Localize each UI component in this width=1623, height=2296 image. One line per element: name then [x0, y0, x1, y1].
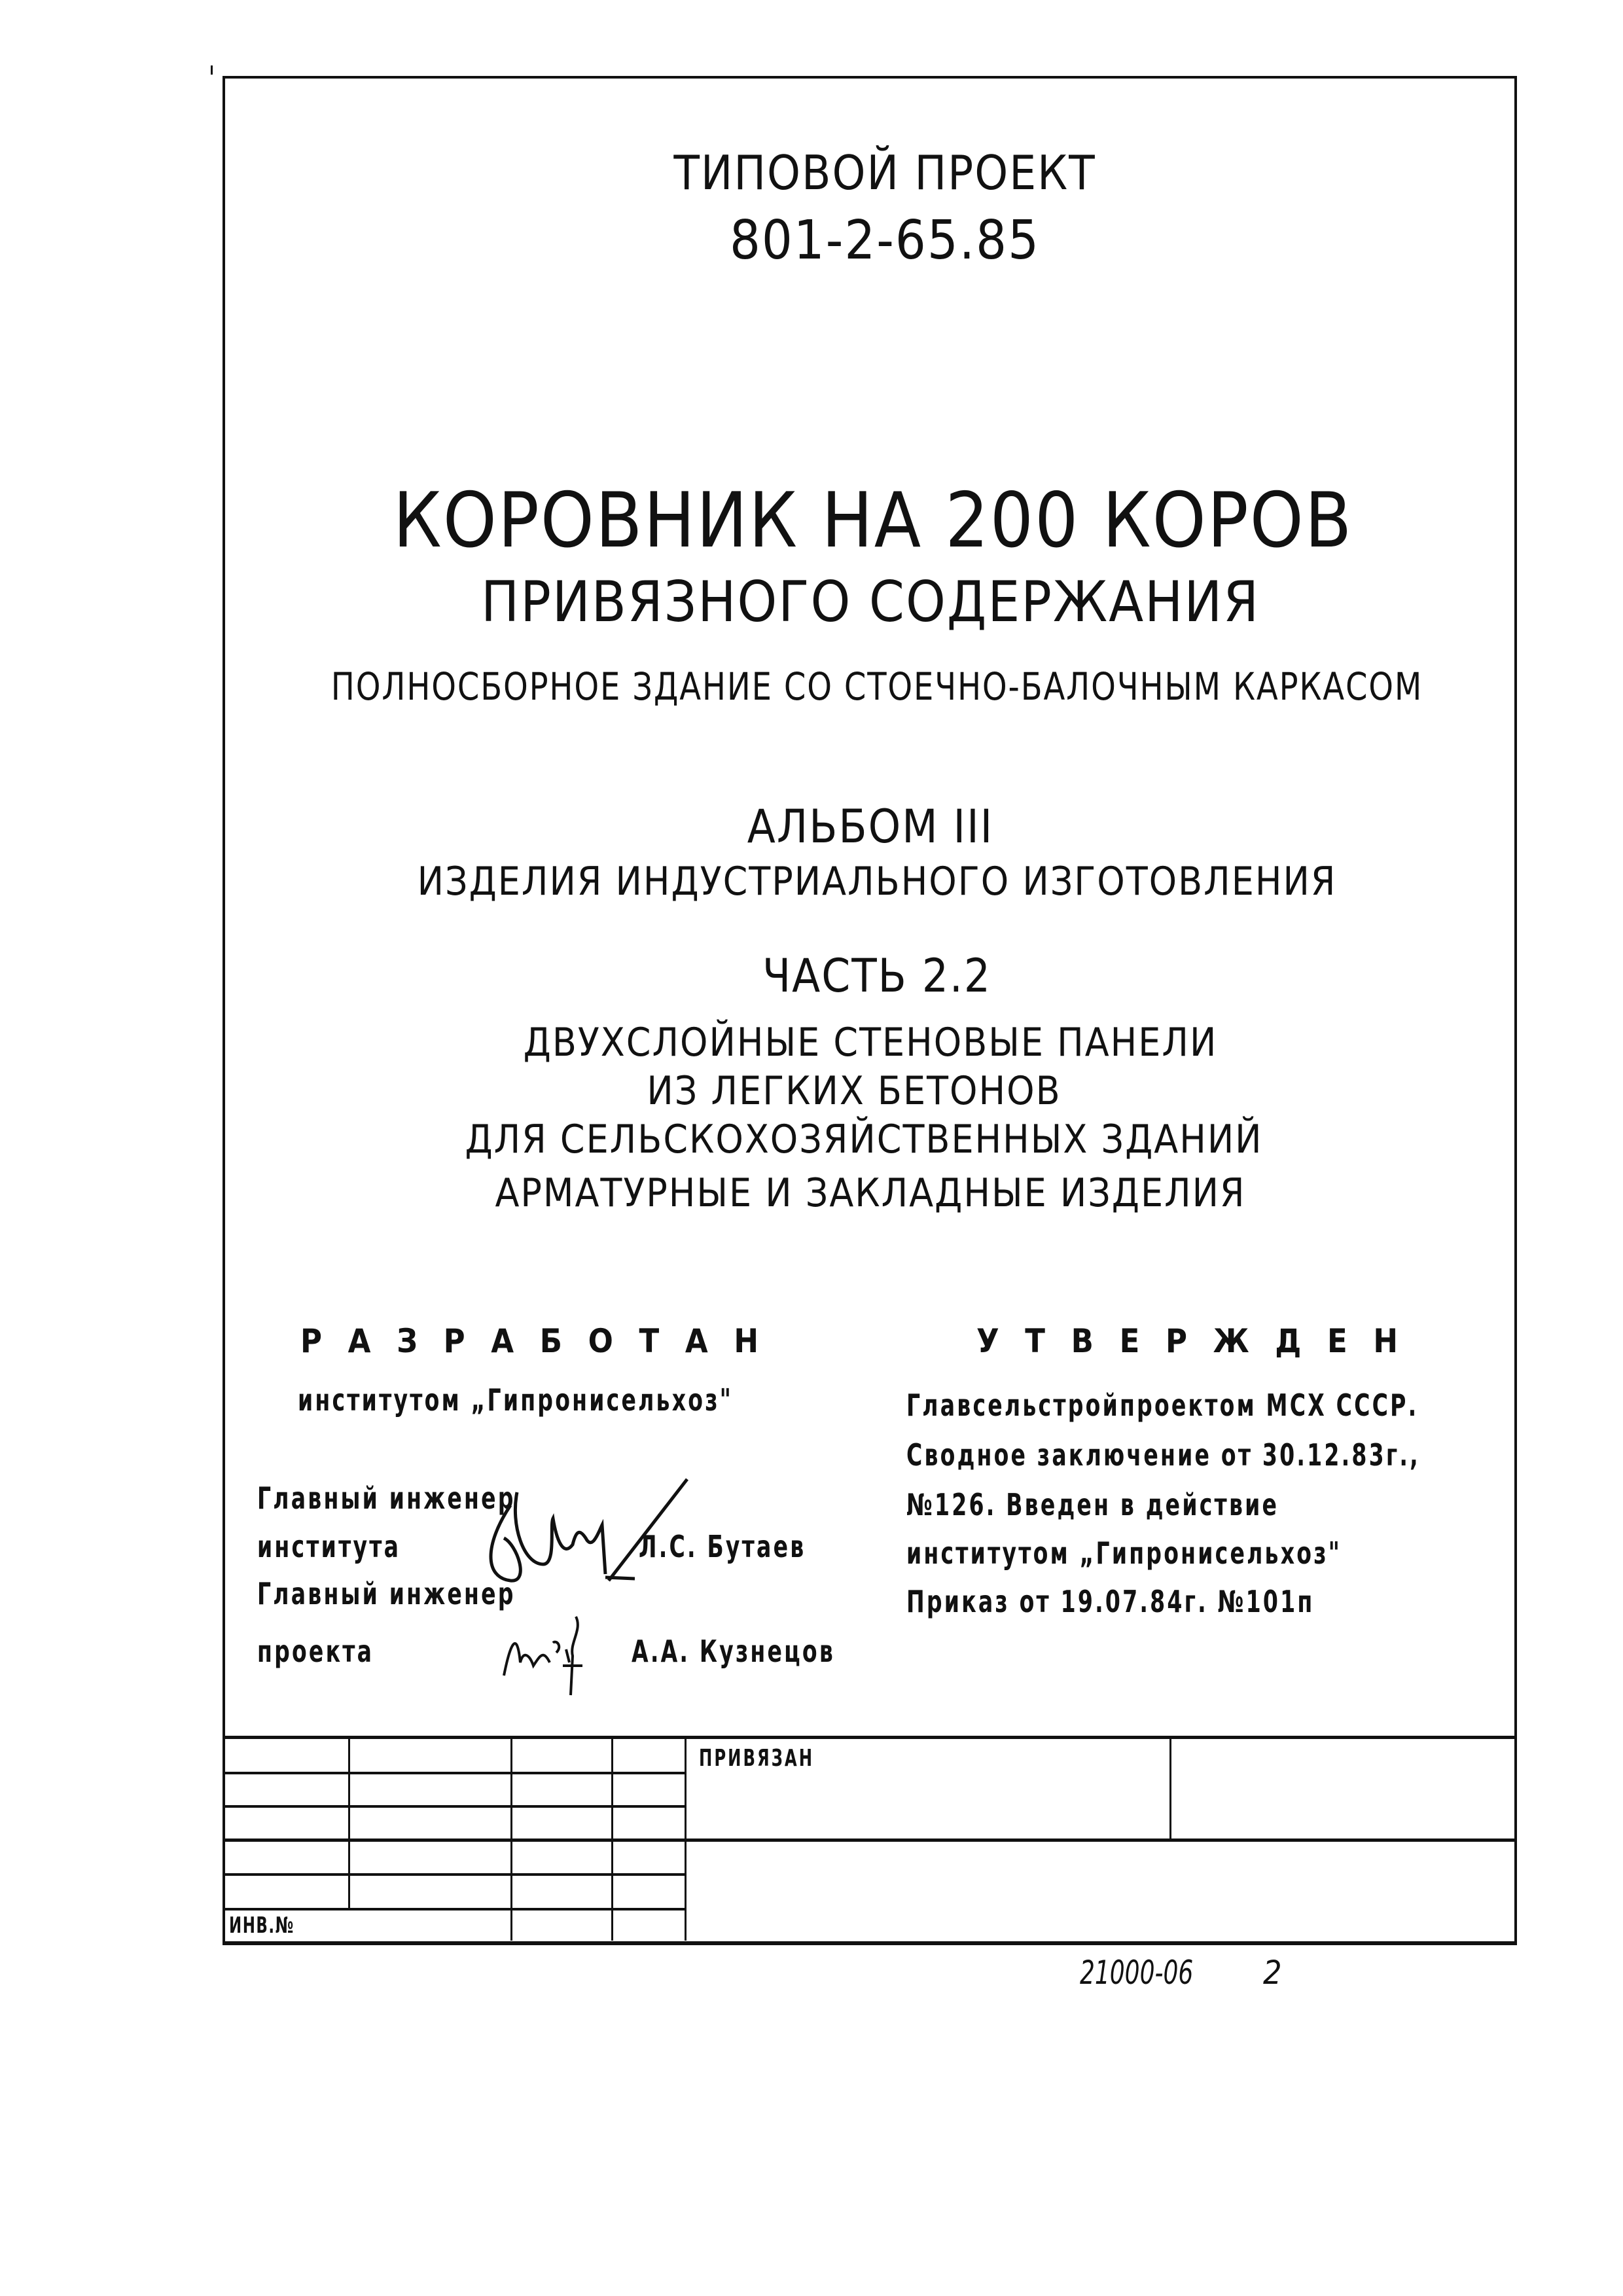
approved-heading: У Т В Е Р Ж Д Е Н [976, 1322, 1406, 1360]
signatory-name: А.А. Кузнецов [632, 1634, 835, 1669]
main-title: КОРОВНИК НА 200 КОРОВ [393, 476, 1353, 565]
series-label: ТИПОВОЙ ПРОЕКТ [673, 145, 1096, 200]
approved-line: Главсельстройпроектом МСХ СССР. [906, 1388, 1419, 1423]
signature-butaev [471, 1466, 720, 1597]
drawing-frame [223, 76, 1517, 1945]
approved-line: Приказ от 19.07.84г. №101п [906, 1584, 1315, 1619]
sheet-code: 21000-06 [1080, 1954, 1194, 1992]
approved-line: Сводное заключение от 30.12.83г., [906, 1437, 1420, 1473]
bound-label: ПРИВЯЗАН [699, 1745, 815, 1772]
title-block [223, 1736, 1514, 1941]
description: ПОЛНОСБОРНОЕ ЗДАНИЕ СО СТОЕЧНО-БАЛОЧНЫМ КАРКАСОМ [330, 664, 1423, 709]
signatory-role: Главный инженер [257, 1480, 516, 1516]
signatory-role: института [257, 1529, 401, 1564]
developed-by: институтом „Гипронисельхоз" [298, 1382, 734, 1418]
part-line: ДЛЯ СЕЛЬСКОХОЗЯЙСТВЕННЫХ ЗДАНИЙ [465, 1117, 1263, 1162]
part-line: ИЗ ЛЕГКИХ БЕТОНОВ [647, 1068, 1061, 1114]
project-number: 801-2-65.85 [729, 209, 1041, 272]
signatory-role: Главный инженер [257, 1576, 516, 1611]
inventory-number-label: ИНВ.№ [229, 1912, 294, 1939]
album-label: АЛЬБОМ III [747, 800, 994, 853]
signature-kuznetsov [491, 1604, 596, 1702]
approved-line: институтом „Гипронисельхоз" [906, 1535, 1342, 1571]
subtitle: ПРИВЯЗНОГО СОДЕРЖАНИЯ [481, 569, 1260, 635]
album-name: ИЗДЕЛИЯ ИНДУСТРИАЛЬНОГО ИЗГОТОВЛЕНИЯ [417, 859, 1337, 905]
corner-mark [211, 65, 213, 75]
signatory-role: проекта [257, 1634, 374, 1669]
developed-heading: Р А З Р А Б О Т А Н [300, 1322, 767, 1360]
signatory-name: Л.С. Бутаев [639, 1529, 806, 1564]
part-line: ДВУХСЛОЙНЫЕ СТЕНОВЫЕ ПАНЕЛИ [523, 1020, 1218, 1066]
part-label: ЧАСТЬ 2.2 [762, 949, 991, 1003]
page-number: 2 [1263, 1954, 1282, 1992]
part-line: АРМАТУРНЫЕ И ЗАКЛАДНЫЕ ИЗДЕЛИЯ [495, 1170, 1246, 1216]
approved-line: №126. Введен в действие [906, 1487, 1279, 1522]
